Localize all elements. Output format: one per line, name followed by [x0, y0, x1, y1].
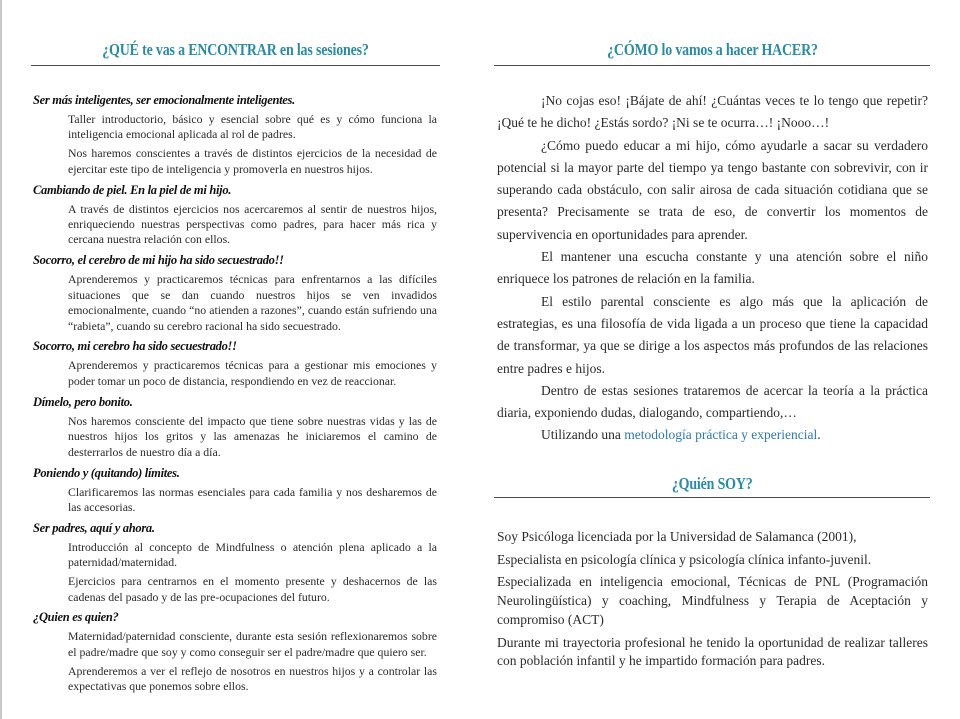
session-description: Clarificaremos las normas esenciales para cada familia y nos desharemos de las accesorias. [68, 484, 437, 514]
session-item [33, 91, 437, 177]
method-paragraph: El estilo parental consciente es algo más que la aplicación de estrategias, es una filosofía de vida ligada a un proceso que tiene la capacidad de transformar, ya que se dirige a los aspectos más profundos de las relaciones entre padres e hijos. [497, 293, 928, 376]
method-paragraph: Dentro de estas sesiones trataremos de acercar la teoría a la práctica diaria, exponiendo dudas, dialogando, compartiendo,… [497, 382, 928, 421]
method-paragraph: ¿Cómo puedo educar a mi hijo, cómo ayudarle a sacar su verdadero potencial si la mayor parte del tiempo ya tengo bastante con sobrevivir, con ir superando cada obstáculo, con salir airosa de cada situación cotidiana que se presenta? Precisamente se trata de eso, de convertir los momentos de supervivencia en oportunidades para aprender. [497, 137, 928, 242]
session-description: Nos haremos conscientes a través de distintos ejercicios de la necesidad de ejercitar este tipo de inteligencia y promoverla en nuestros hijos. [68, 146, 437, 176]
session-description: Ejercicios para centrarnos en el momento presente y deshacernos de las cadenas del pasado y de las pre-ocupaciones del futuro. [68, 574, 437, 604]
sessions-heading-rule [31, 65, 440, 66]
about-paragraph: Especializada en inteligencia emocional, Técnicas de PNL (Programación Neurolingüística) y coaching, Mindfulness y Terapia de Aceptación y compromiso (ACT) [497, 574, 928, 627]
session-title: Poniendo y (quitando) límites. [33, 465, 180, 480]
method-paragraph: El mantener una escucha constante y una atención sobre el niño enriquece los patrones de relación en la familia. [497, 249, 928, 287]
session-description: Aprenderemos y practicaremos técnicas para a gestionar mis emociones y poder tomar un poco de distancia, respondiendo en vez de reaccionar. [68, 358, 437, 388]
session-title: Ser padres, aquí y ahora. [33, 520, 155, 535]
session-title: Socorro, mi cerebro ha sido secuestrado!! [33, 339, 237, 354]
session-title: Dímelo, pero bonito. [33, 394, 133, 409]
page-edge-line [0, 0, 2, 719]
session-item [33, 393, 437, 460]
about-paragraph: Soy Psicóloga licenciada por la Universidad de Salamanca (2001), [497, 529, 857, 544]
session-description: Taller introductorio, básico y esencial sobre qué es y cómo funciona la inteligencia emocional aplicada al rol de padres. [68, 112, 437, 142]
about-heading-text: ¿Quién SOY? [671, 474, 753, 493]
session-item [33, 251, 437, 334]
about-paragraph: Especialista en psicología clínica y psicología clínica infanto-juvenil. [497, 551, 872, 567]
session-title: Cambiando de piel. En la piel de mi hijo. [33, 182, 232, 197]
session-title: Socorro, el cerebro de mi hijo ha sido secuestrado!! [33, 253, 284, 268]
sessions-heading [31, 37, 440, 63]
session-item [33, 464, 437, 516]
session-title: Ser más inteligentes, ser emocionalmente inteligentes. [33, 93, 295, 107]
session-item [33, 337, 437, 389]
session-description: Nos haremos consciente del impacto que tiene sobre nuestras vidas y las de nuestros hijos los gritos y las amenazas he iniciaremos el camino de desterrarlos de nuestro día a día. [68, 413, 437, 459]
about-heading [494, 471, 930, 497]
session-item [33, 519, 437, 605]
method-closing-suffix: . [817, 427, 821, 443]
session-description: Aprenderemos a ver el reflejo de nosotros en nuestros hijos y a controlar las expectativas que ponemos sobre ellos. [68, 663, 437, 694]
method-heading-text: ¿CÓMO lo vamos a hacer HACER? [606, 40, 818, 59]
session-item [33, 608, 437, 694]
about-text [497, 528, 928, 675]
about-heading-rule [494, 497, 930, 498]
method-text [497, 90, 928, 447]
session-description: Aprenderemos y practicaremos técnicas para enfrentarnos a las difíciles situaciones que se dan cuando nuestros hijos se ven invadidos emocionalmente, cuando “no atienden a razones”, cuando están sufriendo una “rabieta”, cuando su cerebro racional ha sido secuestrado. [68, 272, 437, 333]
session-title: ¿Quien es quien? [33, 610, 119, 625]
methodology-link: metodología práctica y experiencial [624, 427, 818, 443]
sessions-heading-text: ¿QUÉ te vas a ENCONTRAR en las sesiones? [102, 40, 369, 59]
session-description: Introducción al concepto de Mindfulness o atención plena aplicado a la paternidad/maternidad. [68, 539, 437, 570]
method-paragraph: ¡No cojas eso! ¡Bájate de ahí! ¿Cuántas veces te lo tengo que repetir? ¡Qué te he dicho! ¿Estás sordo? ¡Ni se te ocurra…! ¡Nooo…! [497, 93, 928, 131]
method-heading-rule [494, 65, 930, 66]
session-description: Maternidad/paternidad consciente, durante esta sesión reflexionaremos sobre el padre/madre que soy y como conseguir ser el padre/madre que quiero ser. [68, 629, 437, 659]
about-paragraph: Durante mi trayectoria profesional he tenido la oportunidad de realizar talleres con población infantil y he impartido formación para padres. [497, 634, 928, 669]
sessions-list [33, 91, 437, 698]
method-closing [497, 424, 928, 446]
session-description: A través de distintos ejercicios nos acercaremos al sentir de nuestros hijos, enriqueciendo nuestras perspectivas como padres, para hacer más rica y cercana nuestra relación con ellos. [68, 201, 437, 247]
method-heading [494, 37, 930, 63]
session-item [33, 181, 437, 248]
method-closing-prefix: Utilizando una [541, 427, 625, 443]
